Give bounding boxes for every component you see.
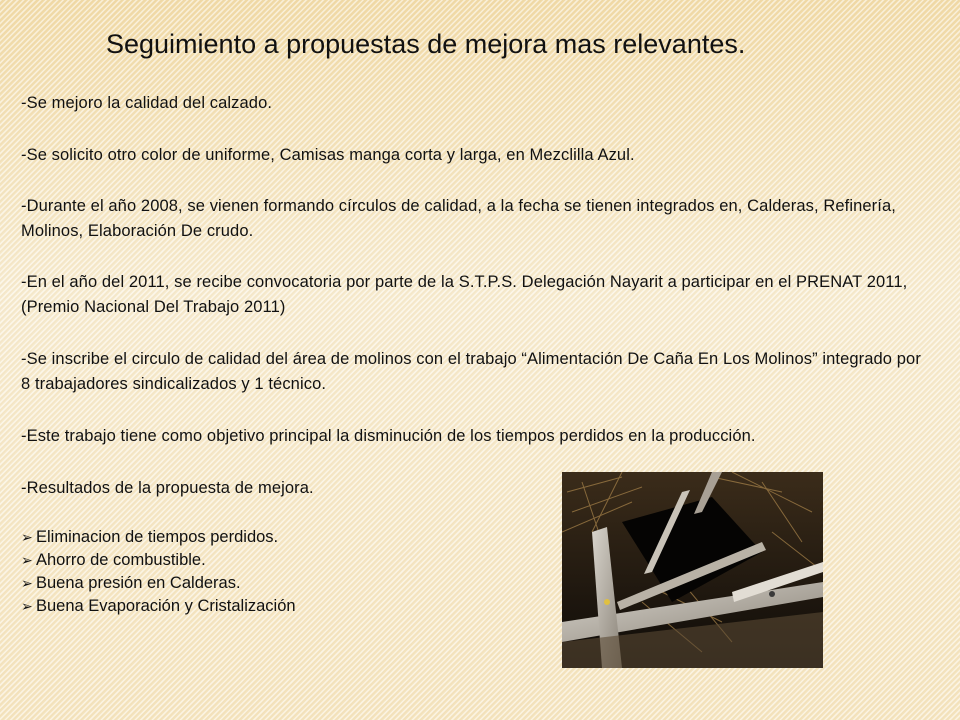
paragraph-prenat: -En el año del 2011, se recibe convocatoria por parte de la S.T.P.S. Delegación Nayarit a participar en el PRENAT 2011, (Premio Nacional Del Trabajo 2011) [21,273,908,316]
mill-feeder-illustration [562,472,823,668]
paragraph-uniforme: -Se solicito otro color de uniforme, Camisas manga corta y larga, en Mezclilla Azul. [21,146,635,164]
results-list [21,526,561,618]
list-item-label: Ahorro de combustible. [36,551,206,569]
paragraph-circulos: -Durante el año 2008, se vienen formando círculos de calidad, a la fecha se tienen integrados en, Calderas, Refinería, Molinos, Elaboración De crudo. [21,197,896,240]
arrow-bullet-icon: ➢ [21,598,33,614]
mill-feeder-photo [562,472,823,668]
paragraph-inscripcion: -Se inscribe el circulo de calidad del área de molinos con el trabajo “Alimentación De Caña En Los Molinos” integrado por 8 trabajadores sindicalizados y 1 técnico. [21,350,921,393]
slide-title: Seguimiento a propuestas de mejora mas relevantes. [106,29,746,59]
paragraph-objetivo: -Este trabajo tiene como objetivo principal la disminución de los tiempos perdidos en la producción. [21,427,756,445]
list-item-label: Eliminacion de tiempos perdidos. [36,528,279,546]
list-item [21,549,561,572]
paragraph-resultados: -Resultados de la propuesta de mejora. [21,479,314,497]
list-item-label: Buena Evaporación y Cristalización [36,597,296,615]
paragraph-calzado: -Se mejoro la calidad del calzado. [21,94,273,112]
list-item-label: Buena presión en Calderas. [36,574,241,592]
arrow-bullet-icon: ➢ [21,529,33,545]
list-item [21,572,561,595]
arrow-bullet-icon: ➢ [21,552,33,568]
list-item [21,526,561,549]
arrow-bullet-icon: ➢ [21,575,33,591]
list-item [21,595,561,618]
